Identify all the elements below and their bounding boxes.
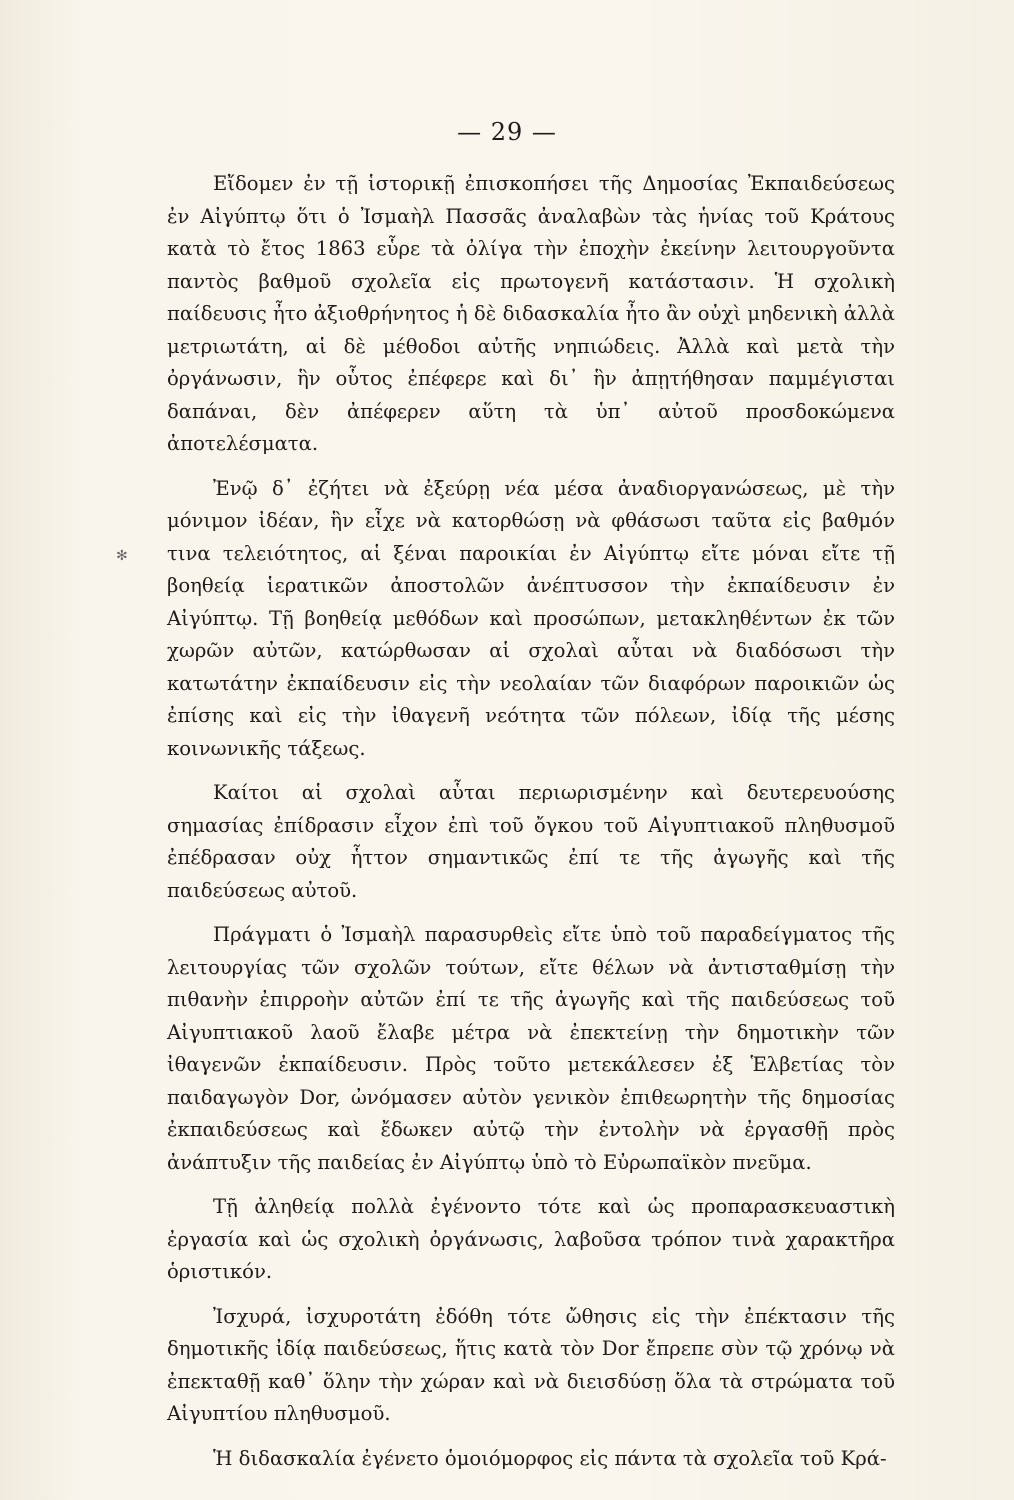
paragraph-2: Ἐνῷ δ᾽ ἐζήτει νὰ ἐξεύρῃ νέα μέσα ἀναδιοργανώσεως, μὲ τὴν μόνιμον ἰδέαν, ἣν εἶχε νὰ κατορθώσῃ νὰ φθάσωσι ταῦτα εἰς βαθμόν τινα τελειότητος, αἱ ξέναι παροικίαι ἐν Αἰγύπτῳ εἴτε μόναι εἴτε τῇ βοηθείᾳ ἱερατικῶν ἀποστολῶν ἀνέπτυσσον τὴν ἐκπαίδευσιν ἐν Αἰγύπτῳ. Τῇ βοηθείᾳ μεθόδων καὶ προσώπων, μετακληθέντων ἐκ τῶν χωρῶν αὐτῶν, κατώρθωσαν αἱ σχολαὶ αὗται νὰ διαδόσωσι τὴν κατωτάτην ἐκπαίδευσιν εἰς τὴν νεολαίαν τῶν διαφόρων παροικιῶν ὡς ἐπίσης καὶ εἰς τὴν ἰθαγενῆ νεότητα τῶν πόλεων, ἰδίᾳ τῆς μέσης κοινωνικῆς τάξεως. — [167, 476, 895, 760]
margin-mark-icon: ✻ — [116, 548, 128, 564]
paragraph-7: Ἡ διδασκαλία ἐγένετο ὁμοιόμορφος εἰς πάντα τὰ σχολεῖα τοῦ Κρά- — [213, 1446, 887, 1470]
paragraph-6: Ἰσχυρά, ἰσχυροτάτη ἐδόθη τότε ὤθησις εἰς τὴν ἐπέκτασιν τῆς δημοτικῆς ἰδίᾳ παιδεύσεως, ἥτις κατὰ τὸν Dor ἔπρεπε σὺν τῷ χρόνῳ νὰ ἐπεκταθῇ καθ᾽ ὅλην τὴν χώραν καὶ νὰ διεισδύσῃ ὅλα τὰ στρώματα τοῦ Αἰγυπτίου πληθυσμοῦ. — [167, 1304, 895, 1425]
page-number: — 29 — — [457, 118, 557, 146]
paragraph-1: Εἴδομεν ἐν τῇ ἱστορικῇ ἐπισκοπήσει τῆς Δημοσίας Ἐκπαιδεύσεως ἐν Αἰγύπτῳ ὅτι ὁ Ἰσμαὴλ Πασσᾶς ἀναλαβὼν τὰς ἡνίας τοῦ Κράτους κατὰ τὸ ἔτος 1863 εὗρε τὰ ὀλίγα τὴν ἐποχὴν ἐκείνην λειτουργοῦντα παντὸς βαθμοῦ σχολεῖα εἰς πρωτογενῆ κατάστασιν. Ἡ σχολικὴ παίδευσις ἦτο ἀξιοθρήνητος ἡ δὲ διδασκαλία ἦτο ἂν οὐχὶ μηδενικὴ ἀλλὰ μετριωτάτη, αἱ δὲ μέθοδοι αὐτῆς νηπιώδεις. Ἀλλὰ καὶ μετὰ τὴν ὀργάνωσιν, ἣν οὗτος ἐπέφερε καὶ δι᾽ ἣν ἀπῃτήθησαν παμμέγισται δαπάναι, δὲν ἀπέφερεν αὕτη τὰ ὑπ᾽ αὐτοῦ προσδοκώμενα ἀποτελέσματα. — [167, 172, 895, 455]
paragraph-3: Καίτοι αἱ σχολαὶ αὗται περιωρισμένην καὶ δευτερευούσης σημασίας ἐπίδρασιν εἶχον ἐπὶ τοῦ ὄγκου τοῦ Αἰγυπτιακοῦ πληθυσμοῦ ἐπέδρασαν οὐχ ἧττον σημαντικῶς ἐπί τε τῆς ἀγωγῆς καὶ τῆς παιδεύσεως αὐτοῦ. — [167, 781, 895, 902]
paragraph-4: Πράγματι ὁ Ἰσμαὴλ παρασυρθεὶς εἴτε ὑπὸ τοῦ παραδείγματος τῆς λειτουργίας τῶν σχολῶν τούτων, εἴτε θέλων νὰ ἀντισταθμίσῃ τὴν πιθανὴν ἐπιρροὴν αὐτῶν ἐπί τε τῆς ἀγωγῆς καὶ τῆς παιδεύσεως τοῦ Αἰγυπτιακοῦ λαοῦ ἔλαβε μέτρα νὰ ἐπεκτείνῃ τὴν δημοτικὴν τῶν ἰθαγενῶν ἐκπαίδευσιν. Πρὸς τοῦτο μετεκάλεσεν ἐξ Ἑλβετίας τὸν παιδαγωγὸν Dor, ὠνόμασεν αὐτὸν γενικὸν ἐπιθεωρητὴν τῆς δημοσίας ἐκπαιδεύσεως καὶ ἔδωκεν αὐτῷ τὴν ἐντολὴν νὰ ἐργασθῇ πρὸς ἀνάπτυξιν τῆς παιδείας ἐν Αἰγύπτῳ ὑπὸ τὸ Εὐρωπαϊκὸν πνεῦμα. — [167, 923, 895, 1174]
body-text — [167, 168, 895, 1485]
paragraph-5: Τῇ ἀληθείᾳ πολλὰ ἐγένοντο τότε καὶ ὡς προπαρασκευαστικὴ ἐργασία καὶ ὡς σχολικὴ ὀργάνωσις, λαβοῦσα τρόπον τινὰ χαρακτῆρα ὁριστικόν. — [167, 1195, 895, 1283]
